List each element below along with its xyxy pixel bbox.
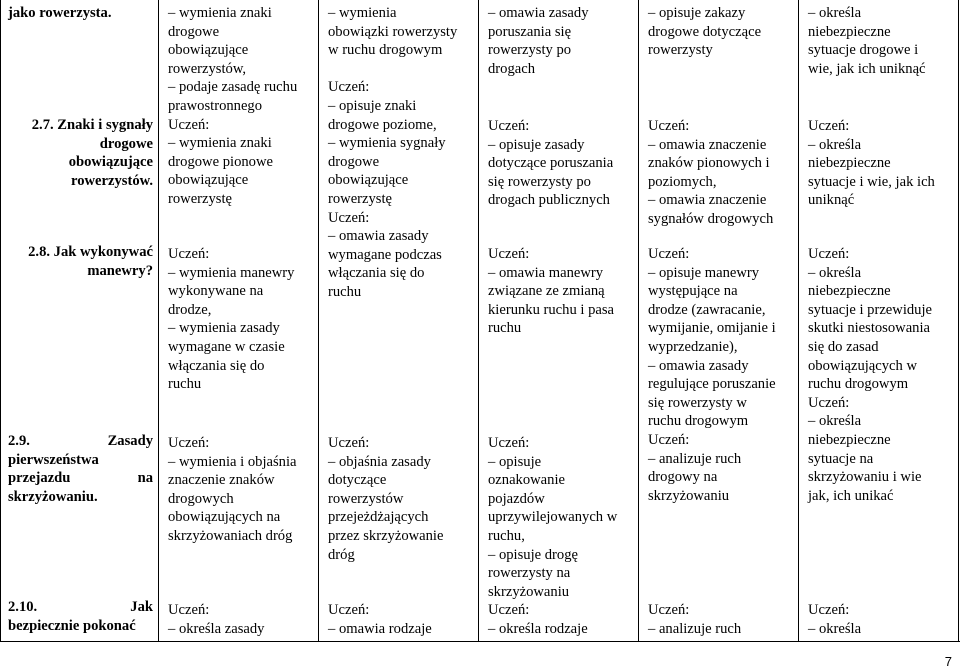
text-line: skutki niestosowania bbox=[808, 320, 931, 337]
text-line: – opisuje zakazy bbox=[648, 5, 746, 21]
word: Jak bbox=[130, 599, 153, 615]
text-line: obowiązujące bbox=[168, 42, 249, 59]
text-line: – omawia znaczenie bbox=[648, 192, 767, 209]
text-line: dróg bbox=[328, 546, 355, 563]
text-line bbox=[8, 469, 153, 488]
requirements-block bbox=[648, 117, 773, 229]
requirements-block bbox=[648, 4, 761, 60]
requirements-block bbox=[328, 4, 457, 302]
text-line: niebezpieczne bbox=[808, 431, 891, 448]
column-divider bbox=[638, 0, 639, 642]
text-line: oznakowanie bbox=[488, 472, 565, 489]
word: 2.9. bbox=[8, 433, 30, 449]
requirements-block bbox=[328, 434, 443, 564]
text-line: – omawia zasady bbox=[648, 357, 749, 374]
text-line: Uczeń: bbox=[328, 602, 370, 618]
text-line: – wymienia sygnały bbox=[328, 135, 446, 152]
text-line: drogowe bbox=[168, 23, 220, 40]
text-line: – opisuje zasady bbox=[488, 136, 585, 153]
requirements-block bbox=[488, 4, 589, 78]
text-line: poruszania się bbox=[488, 23, 572, 40]
text-line: – omawia znaczenie bbox=[648, 136, 767, 153]
text-line: drogowy na bbox=[648, 469, 718, 486]
text-line: w ruchu drogowym bbox=[328, 42, 443, 59]
text-line: sytuacje i wie, jak ich bbox=[808, 173, 935, 190]
text-line: się rowerzysty w bbox=[648, 394, 747, 411]
text-line: skrzyżowaniu bbox=[488, 583, 570, 600]
text-line bbox=[328, 60, 457, 79]
text-line: drogowe bbox=[99, 135, 153, 152]
text-line: 2.8. Jak wykonywać bbox=[28, 244, 153, 260]
page-number: 7 bbox=[944, 654, 952, 669]
text-line: – wymienia i objaśnia bbox=[168, 453, 297, 470]
requirements-block bbox=[168, 245, 294, 394]
text-line: niebezpieczne bbox=[808, 23, 891, 40]
text-line: – określa bbox=[808, 136, 862, 153]
text-line: rowerzysty na bbox=[488, 565, 571, 582]
requirements-block bbox=[648, 601, 741, 638]
text-line: skrzyżowaniach dróg bbox=[168, 527, 293, 544]
text-line: uniknąć bbox=[808, 192, 855, 209]
text-line: rowerzystę bbox=[168, 190, 233, 207]
text-line: drodze (zawracanie, bbox=[648, 301, 766, 318]
text-line: rowerzystów bbox=[328, 490, 404, 507]
text-line: ruchu, bbox=[488, 527, 525, 544]
topic-fragment: jako rowerzysta. bbox=[8, 5, 112, 21]
requirements-block bbox=[168, 434, 296, 546]
text-line: Uczeń: bbox=[648, 431, 690, 448]
column-divider bbox=[478, 0, 479, 642]
requirements-block bbox=[328, 601, 432, 638]
text-line: – określa bbox=[808, 413, 862, 430]
text-line: przez skrzyżowanie bbox=[328, 527, 444, 544]
text-line: Uczeń: bbox=[488, 118, 530, 134]
text-line: drogach bbox=[488, 60, 536, 77]
text-line: – omawia manewry bbox=[488, 264, 604, 281]
word: na bbox=[137, 470, 153, 487]
text-line: manewry? bbox=[87, 262, 153, 279]
text-line: znaczenie znaków bbox=[168, 472, 275, 489]
text-line: Uczeń: bbox=[168, 116, 210, 133]
text-line: jak, ich unikać bbox=[808, 487, 894, 504]
text-line bbox=[8, 432, 153, 451]
requirements-block bbox=[488, 434, 617, 639]
text-line: obowiązujące bbox=[68, 154, 153, 171]
text-line: Uczeń: bbox=[168, 602, 210, 618]
text-line: drodze, bbox=[168, 301, 212, 318]
text-line: – analizuje ruch bbox=[648, 620, 742, 637]
word: Zasady bbox=[107, 433, 153, 449]
text-line: – objaśnia zasady bbox=[328, 453, 431, 470]
text-line: – określa rodzaje bbox=[488, 620, 588, 637]
text-line: – określa bbox=[808, 5, 862, 21]
text-line: znaków pionowych i bbox=[648, 155, 770, 172]
text-line: – wymienia znaki bbox=[168, 135, 272, 152]
text-line: obowiązujących na bbox=[168, 509, 281, 526]
requirements-block bbox=[808, 117, 935, 210]
text-line: sytuacje drogowe i bbox=[808, 42, 919, 59]
requirements-block bbox=[648, 245, 776, 505]
text-line: włączania się do bbox=[328, 265, 425, 282]
text-line: pierwszeństwa bbox=[8, 451, 99, 468]
text-line: rowerzystów, bbox=[168, 60, 247, 77]
text-line: rowerzystów. bbox=[71, 172, 153, 189]
text-line bbox=[8, 598, 153, 617]
column-divider bbox=[798, 0, 799, 642]
text-line: bezpiecznie pokonać bbox=[8, 617, 136, 634]
text-line: – podaje zasadę ruchu bbox=[168, 79, 298, 96]
text-line: – wymienia znaki bbox=[168, 5, 272, 21]
text-line: drogowe dotyczące bbox=[648, 23, 762, 40]
text-line: drogowe bbox=[328, 153, 380, 170]
text-line: Uczeń: bbox=[328, 209, 370, 226]
text-line: ruchu drogowym bbox=[648, 413, 749, 430]
text-line: rowerzysty po bbox=[488, 42, 572, 59]
text-line: uprzywilejowanych w bbox=[488, 509, 618, 526]
topic-2-10 bbox=[8, 598, 153, 635]
text-line: wymagane w czasie bbox=[168, 338, 285, 355]
text-line: obowiązujące bbox=[328, 172, 409, 189]
column-divider bbox=[158, 0, 159, 642]
text-line: Uczeń: bbox=[648, 118, 690, 134]
requirements-block bbox=[488, 245, 614, 338]
text-line: Uczeń: bbox=[488, 435, 530, 451]
text-line: kierunku ruchu i pasa bbox=[488, 301, 615, 318]
text-line: poziomych, bbox=[648, 173, 717, 190]
requirements-block bbox=[168, 4, 297, 209]
text-line: sytuacje i przewiduje bbox=[808, 301, 932, 318]
text-line: dotyczące poruszania bbox=[488, 155, 614, 172]
text-line: się do zasad bbox=[808, 338, 879, 355]
topic-2-8 bbox=[8, 243, 153, 280]
requirements-block bbox=[808, 601, 861, 638]
text-line: Uczeń: bbox=[328, 435, 370, 451]
text-line: obowiązujące bbox=[168, 172, 249, 189]
requirements-block bbox=[808, 4, 926, 78]
word: 2.10. bbox=[8, 599, 38, 615]
text-line: sygnałów drogowych bbox=[648, 210, 774, 227]
text-line: – opisuje znaki bbox=[328, 97, 417, 114]
text-line: drogowe pionowe bbox=[168, 153, 273, 170]
text-line: – analizuje ruch bbox=[648, 450, 742, 467]
text-line: Uczeń: bbox=[648, 246, 690, 262]
text-line: drogowe poziome, bbox=[328, 116, 437, 133]
table-bottom-border bbox=[0, 641, 960, 642]
text-line: drogowych bbox=[168, 490, 234, 507]
text-line: – omawia zasady bbox=[328, 228, 429, 245]
text-line: Uczeń: bbox=[328, 79, 370, 96]
text-line: – określa bbox=[808, 264, 862, 281]
text-line: Uczeń: bbox=[488, 602, 530, 619]
text-line: skrzyżowaniu. bbox=[8, 488, 98, 505]
text-line: obowiązki rowerzysty bbox=[328, 23, 458, 40]
text-line: Uczeń: bbox=[488, 246, 530, 262]
topic-2-9 bbox=[8, 432, 153, 506]
text-line: dotyczące bbox=[328, 472, 387, 489]
text-line: się rowerzysty po bbox=[488, 173, 591, 190]
text-line: związane ze zmianą bbox=[488, 283, 605, 300]
text-line: Uczeń: bbox=[168, 246, 210, 262]
text-line: pojazdów bbox=[488, 490, 545, 507]
topic-2-7 bbox=[8, 116, 153, 190]
text-line: wyprzedzanie), bbox=[648, 338, 738, 355]
text-line: ruchu drogowym bbox=[808, 376, 909, 393]
text-line: skrzyżowaniu bbox=[648, 487, 730, 504]
text-line: – opisuje drogę bbox=[488, 546, 578, 563]
text-line: wie, jak ich uniknąć bbox=[808, 60, 926, 77]
text-line: – wymienia zasady bbox=[168, 320, 280, 337]
text-line: rowerzystę bbox=[328, 190, 393, 207]
text-line: ruchu bbox=[168, 376, 202, 393]
text-line: – wymienia manewry bbox=[168, 264, 295, 281]
text-line: ruchu bbox=[328, 283, 362, 300]
text-line: Uczeń: bbox=[648, 602, 690, 618]
text-line: – określa zasady bbox=[168, 620, 265, 637]
text-line: – omawia rodzaje bbox=[328, 620, 432, 637]
text-line: 2.7. Znaki i sygnały bbox=[31, 117, 153, 133]
text-line: wykonywane na bbox=[168, 283, 264, 300]
text-line: występujące na bbox=[648, 283, 738, 300]
text-line: Uczeń: bbox=[808, 394, 850, 411]
text-line: wymijanie, omijanie i bbox=[648, 320, 776, 337]
text-line: Uczeń: bbox=[168, 435, 210, 451]
text-line: niebezpieczne bbox=[808, 283, 891, 300]
requirements-block bbox=[488, 117, 613, 210]
text-line: Uczeń: bbox=[808, 602, 850, 618]
text-line: rowerzysty bbox=[648, 42, 713, 59]
text-line: – opisuje bbox=[488, 453, 542, 470]
text-line: przejeżdżających bbox=[328, 509, 429, 526]
text-line: włączania się do bbox=[168, 357, 265, 374]
text-line: Uczeń: bbox=[808, 246, 850, 262]
text-line: sytuacje na bbox=[808, 450, 874, 467]
text-line: niebezpieczne bbox=[808, 155, 891, 172]
text-line: skrzyżowaniu i wie bbox=[808, 469, 922, 486]
text-line: prawostronnego bbox=[168, 97, 263, 114]
text-line: – określa bbox=[808, 620, 862, 637]
text-line: regulujące poruszanie bbox=[648, 376, 776, 393]
requirements-block bbox=[808, 245, 932, 505]
table-border bbox=[958, 0, 959, 642]
word: przejazdu bbox=[8, 470, 71, 487]
text-line: wymagane podczas bbox=[328, 246, 442, 263]
text-line: – opisuje manewry bbox=[648, 264, 760, 281]
text-line: ruchu bbox=[488, 320, 522, 337]
requirements-block bbox=[168, 601, 264, 638]
text-line: obowiązujących w bbox=[808, 357, 918, 374]
table-border bbox=[0, 0, 1, 642]
text-line: Uczeń: bbox=[808, 118, 850, 134]
column-divider bbox=[318, 0, 319, 642]
text-line: – wymienia bbox=[328, 5, 397, 21]
text-line: drogach publicznych bbox=[488, 192, 610, 209]
text-line: – omawia zasady bbox=[488, 5, 589, 21]
